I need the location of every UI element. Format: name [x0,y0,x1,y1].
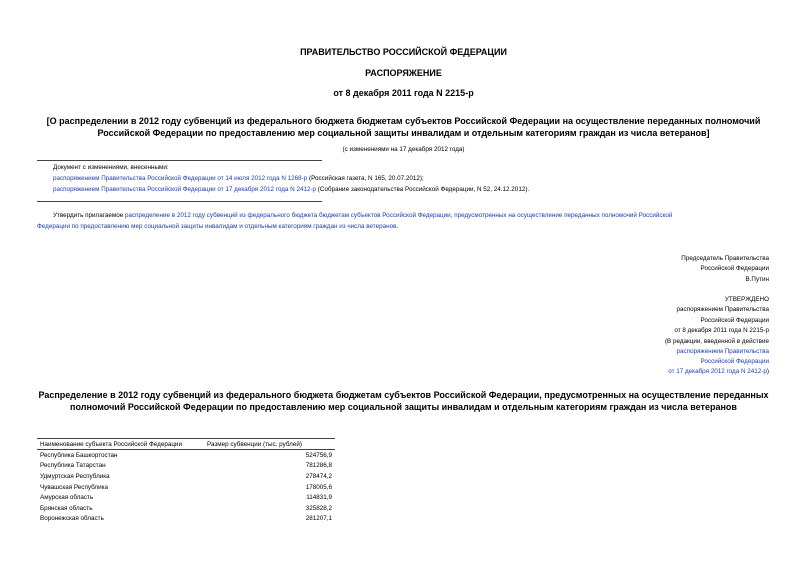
table-header-name: Наименование субъекта Российской Федерации [37,439,204,450]
region-name: Республика Башкортостан [40,451,118,459]
subvention-value: 178005,6 [305,483,332,491]
subvention-table [37,438,335,524]
signature-position: Председатель Правительства [681,255,769,262]
table-row [37,461,335,472]
changes-item-1 [53,176,424,182]
table-row [37,503,335,514]
approved-link-1-row [677,349,769,355]
subvention-value: 114831,9 [306,494,332,502]
region-name: Брянская область [40,504,93,512]
doc-title-line-2: Российской Федерации по предоставлению мер социальной защиты инвалидам и отдельным категориям граждан из числа ветеранов] [97,128,710,138]
subvention-value: 278474,2 [305,472,332,480]
approved-edition: (В редакции, введенной в действие [664,338,769,345]
table-header-amount: Размер субвенции (тыс. рублей) [204,439,335,450]
table-row [37,514,335,525]
signature-name: В.Путин [745,276,769,283]
changes-item-2-tail: (Собрание законодательства Российской Федерации, N 52, 24.12.2012). [316,186,530,193]
approved-country: Российской Федерации [700,317,769,324]
table-row [37,471,335,482]
approved-by: распоряжением Правительства [676,306,769,313]
changes-top-rule [37,160,322,161]
amended-note: (с изменениями на 17 декабря 2012 года) [342,146,465,153]
region-name: Амурская область [40,494,94,502]
region-name: Воронежская область [40,515,104,523]
changes-item-2-link[interactable]: распоряжением Правительства Российской Федерации от 17 декабря 2012 года N 2412-р [53,186,317,193]
body-distribution-link[interactable]: распределение в 2012 году субвенций из федерального бюджета бюджетам субъектов Российской Федерации, предусмотренных на осуществление переданных полномочий Российской [124,212,673,219]
table-header-row [37,439,335,450]
subvention-value: 325828,2 [305,504,332,512]
changes-intro: Документ с изменениями, внесенными: [53,164,169,171]
region-name: Удмуртская Республика [40,472,110,480]
body-line-2 [37,224,398,230]
approved-link-2-row [701,359,769,365]
body-approve-text: Утвердить прилагаемое [53,212,125,219]
table-row [37,450,335,461]
approved-label: УТВЕРЖДЕНО [724,296,769,303]
changes-item-2 [53,187,529,193]
region-name: Чувашская Республика [40,483,108,491]
changes-item-1-link[interactable]: распоряжением Правительства Российской Федерации от 14 июля 2012 года N 1268-р [53,175,308,182]
table-row [37,492,335,503]
approved-date: от 8 декабря 2011 года N 2215-р [674,327,769,334]
distribution-title-line-2: полномочий Российской Федерации по предоставлению мер социальной защиты инвалидам и отдельным категориям граждан из числа ветеранов [70,402,737,412]
distribution-title-line-1: Распределение в 2012 году субвенций из федерального бюджета бюджетам субъектов Российской Федерации, предусмотренных на осуществление переданных [38,390,769,400]
subvention-value: 281207,1 [305,515,332,523]
approved-link-1[interactable]: распоряжением Правительства [676,348,769,355]
approved-link-3[interactable]: от 17 декабря 2012 года N 2412-р [668,368,767,375]
doc-date-number: от 8 декабря 2011 года N 2215-р [333,88,474,98]
approved-link-3-row [668,369,769,375]
government-title: ПРАВИТЕЛЬСТВО РОССИЙСКОЙ ФЕДЕРАЦИИ [300,47,507,57]
subvention-value: 781286,8 [305,462,332,470]
subvention-value: 524756,9 [305,451,332,459]
signature-country: Российской Федерации [700,265,769,272]
body-distribution-link-cont[interactable]: Федерации по предоставлению мер социальной защиты инвалидам и отдельным категориям граждан из числа ветеранов [37,223,397,230]
region-name: Республика Татарстан [40,462,106,470]
approved-close-paren: ) [766,368,769,375]
body-period: . [396,223,399,230]
body-line-1 [53,213,672,219]
approved-link-2[interactable]: Российской Федерации [700,358,769,365]
doc-title-line-1: [О распределении в 2012 году субвенций из федерального бюджета бюджетам субъектов Российской Федерации на осуществление переданных полномочий [46,116,761,126]
doc-type: РАСПОРЯЖЕНИЕ [365,68,442,78]
changes-bottom-rule [37,201,322,202]
table-row [37,482,335,493]
changes-item-1-tail: (Российская газета, N 165, 20.07.2012); [307,175,424,182]
